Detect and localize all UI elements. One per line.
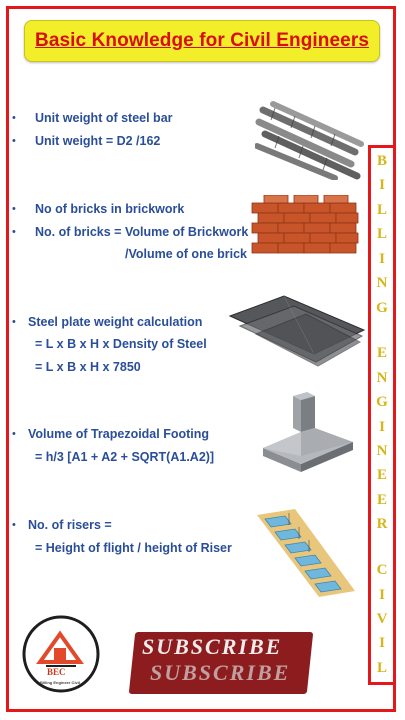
sidebar-letter: G: [376, 394, 388, 411]
logo-text: BEC: [47, 667, 66, 677]
logo-subtext: Billing Engineer Civil: [40, 680, 81, 685]
footing-line-2: = h/3 [A1 + A2 + SQRT(A1.A2)]: [35, 450, 215, 464]
plate-line-3: = L x B x H x 7850: [35, 360, 141, 374]
bullet-icon: •: [12, 428, 16, 440]
sidebar-billing-engineer-civil: [368, 145, 396, 685]
sidebar-letter: L: [376, 226, 387, 243]
page-title: Basic Knowledge for Civil Engineers: [35, 30, 369, 51]
bullet-icon: •: [12, 226, 16, 238]
bricks-image: [250, 195, 362, 265]
sidebar-letter: V: [376, 611, 388, 628]
bricks-line-3: /Volume of one brick: [125, 247, 248, 261]
sidebar-letter: E: [376, 467, 387, 484]
bullet-icon: •: [12, 316, 16, 328]
trapezoidal-footing-image: [255, 390, 360, 480]
sidebar-letter: C: [376, 562, 388, 579]
sidebar-letter: I: [379, 418, 385, 435]
risers-line-1: No. of risers =: [28, 518, 112, 532]
sidebar-letter: N: [376, 369, 388, 386]
sidebar-letter: N: [376, 275, 388, 292]
risers-line-2: = Height of flight / height of Riser: [35, 541, 232, 555]
sidebar-letter: I: [379, 177, 385, 194]
title-banner: [24, 20, 380, 62]
subscribe-text-2: SUBSCRIBE: [150, 660, 291, 685]
sidebar-letter: E: [376, 345, 387, 362]
steel-bars-image: [255, 100, 365, 180]
sidebar-letter: L: [376, 201, 387, 218]
subscribe-text-1[interactable]: SUBSCRIBE: [142, 634, 283, 659]
sidebar-letter: L: [376, 659, 387, 676]
bullet-icon: •: [12, 519, 16, 531]
sidebar-letter: N: [376, 443, 388, 460]
sidebar-letter: E: [376, 491, 387, 508]
footing-line-1: Volume of Trapezoidal Footing: [28, 427, 210, 441]
bricks-line-1: No of bricks in brickwork: [35, 202, 185, 216]
sidebar-letter: I: [379, 635, 385, 652]
sidebar-letter: G: [376, 299, 388, 316]
sidebar-letter: R: [376, 516, 388, 533]
bullet-icon: •: [12, 203, 16, 215]
steel-plate-image: [226, 292, 366, 372]
staircase-image: [255, 505, 360, 600]
sidebar-letter: B: [376, 153, 387, 169]
bullet-icon: •: [12, 112, 16, 124]
bullet-icon: •: [12, 135, 16, 147]
plate-line-1: Steel plate weight calculation: [28, 315, 203, 329]
steel-line-1: Unit weight of steel bar: [35, 111, 173, 125]
steel-line-2: Unit weight = D2 /162: [35, 134, 161, 148]
bricks-line-2: No. of bricks = Volume of Brickwork: [35, 225, 249, 239]
sidebar-letter: I: [379, 250, 385, 267]
plate-line-2: = L x B x H x Density of Steel: [35, 337, 207, 351]
sidebar-letter: I: [379, 586, 385, 603]
